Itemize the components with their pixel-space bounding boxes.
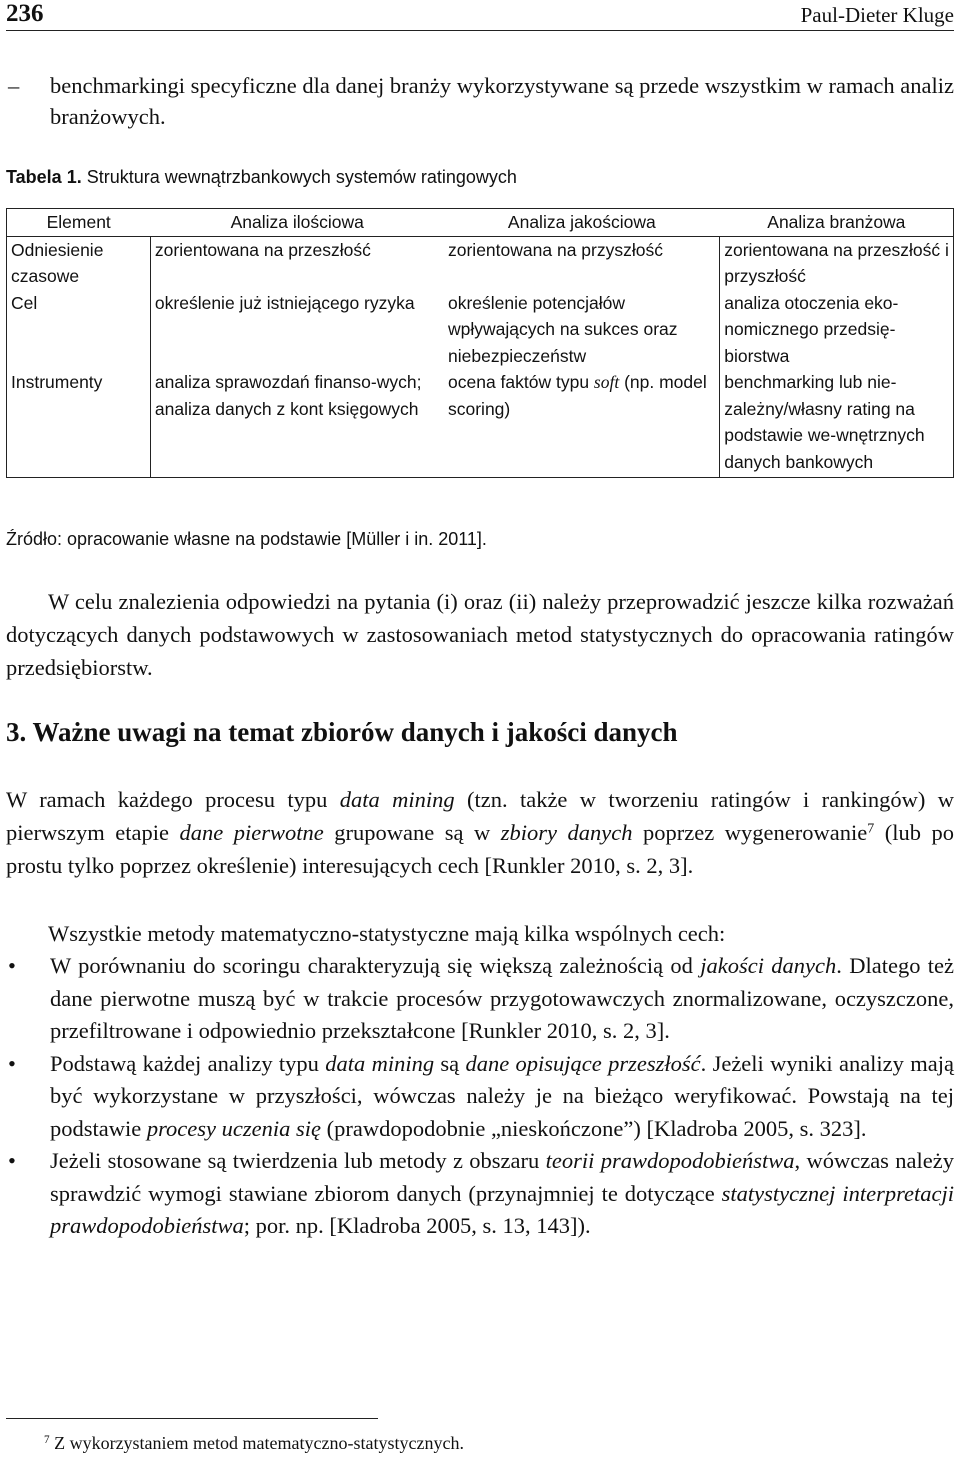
page-number: 236 <box>6 0 44 27</box>
text-run: , wówczas należy sprawdzić wymogi stawiane zbiorom danych (przynajmniej te dotyczące <box>50 1148 954 1206</box>
italic-term: procesy uczenia się <box>146 1115 321 1141</box>
row-label: Cel <box>11 292 38 313</box>
dash-item-text: benchmarkingi specyficzne dla danej branży wykorzystywane są przede wszystkim w ramach analiz branżowych. <box>50 73 955 129</box>
dash-list-item <box>0 70 954 132</box>
text-run: Podstawą każdej analizy typu <box>50 1050 326 1076</box>
dash-marker: – <box>8 73 20 98</box>
text-run: (prawdopodobnie „nieskończone”) [Kladroba 2005, s. 323]. <box>320 1115 867 1141</box>
text-run: . Dlatego też dane pierwotne muszą być w trakcie procesów przygotowawczych znormalizowane, oczyszczone, przefiltrowane i odpowiednio przekształcone [Runkler 2010, s. 2, 3]. <box>50 953 954 1043</box>
cell-text: ocena faktów typu <box>448 372 594 392</box>
row-label: Odniesienie czasowe <box>11 239 104 286</box>
footnote-number: 7 <box>44 1433 50 1446</box>
text-run: W porównaniu do scoringu charakteryzują się większą zależnością od <box>50 953 701 978</box>
footnote-separator <box>6 1418 378 1419</box>
table-header-row <box>7 209 954 237</box>
paragraph <box>6 783 954 882</box>
italic-term: zbiory danych <box>500 820 633 845</box>
paragraph: W celu znalezienia odpowiedzi na pytania (i) oraz (ii) należy przeprowadzić jeszcze kilka rozważań dotyczących danych podstawowych w zastosowaniach metod statystycznych do opracowania ratingów przedsiębiorstw. <box>6 589 954 680</box>
italic-term: dane pierwotne <box>179 820 324 845</box>
footnote-text: Z wykorzystaniem metod matematyczno-statystycznych. <box>49 1433 464 1453</box>
table-cell: określenie już istniejącego ryzyka <box>150 290 444 370</box>
text-run: poprzez wygenerowanie <box>632 820 868 845</box>
table-cell: analiza otoczenia eko-nomicznego przedsię-biorstwa <box>720 290 954 370</box>
rating-structure-table <box>6 208 954 478</box>
section-heading: 3. Ważne uwagi na temat zbiorów danych i jakości danych <box>6 717 678 747</box>
table-cell: benchmarking lub nie-zależny/własny rating na podstawie we-wnętrznych danych bankowych <box>720 369 954 478</box>
bullet-marker: • <box>8 953 16 978</box>
table-row <box>7 369 954 478</box>
table-cell: zorientowana na przeszłość <box>150 236 444 290</box>
footnote <box>44 1431 464 1455</box>
cell-text: (np. model scoring) <box>448 372 707 419</box>
table-row <box>7 290 954 370</box>
table-cell: analiza sprawozdań finanso-wych; analiza danych z kont księgowych <box>150 369 444 478</box>
italic-term: teorii prawdopodobieństwa <box>545 1148 795 1173</box>
text-run: W ramach każdego procesu typu <box>6 787 340 812</box>
italic-term: dane opisujące przeszłość <box>465 1050 701 1076</box>
bullet-item <box>0 1145 954 1243</box>
column-header: Analiza ilościowa <box>150 209 444 237</box>
paragraph: Wszystkie metody matematyczno-statystyczne mają kilka wspólnych cech: <box>48 921 726 946</box>
table-cell <box>444 369 720 478</box>
table-cell: zorientowana na przyszłość <box>448 239 663 260</box>
bullet-item <box>0 1048 954 1146</box>
table-source-note: Źródło: opracowanie własne na podstawie [Müller i in. 2011]. <box>6 529 487 549</box>
text-run: Jeżeli stosowane są twierdzenia lub metody z obszaru <box>50 1148 546 1173</box>
bullet-item <box>0 950 954 1048</box>
italic-term: data mining <box>339 787 455 812</box>
row-label: Instrumenty <box>11 372 103 392</box>
bullet-marker: • <box>8 1148 16 1173</box>
italic-term: jakości danych <box>700 953 837 978</box>
column-header: Analiza jakościowa <box>444 209 720 237</box>
cell-italic-text: soft <box>593 372 620 392</box>
running-author: Paul-Dieter Kluge <box>800 3 954 27</box>
column-header: Analiza branżowa <box>720 209 954 237</box>
text-run: (lub po prostu tylko poprzez określenie) interesujących cech [Runkler 2010, s. 2, 3]. <box>6 820 954 878</box>
text-run: . Jeżeli wyniki analizy mają być wykorzystane w przyszłości, wówczas należy je na bieżąco weryfikować. Powstają na tej podstawie <box>50 1050 954 1141</box>
text-run: grupowane są w <box>323 820 501 845</box>
bullet-marker: • <box>8 1050 16 1076</box>
table-cell: zorientowana na przeszłość i przyszłość <box>720 236 954 290</box>
text-run: (tzn. także w tworzeniu ratingów i rankingów) w pierwszym etapie <box>6 787 954 845</box>
italic-term: data mining <box>325 1050 435 1076</box>
running-header <box>6 0 954 31</box>
table-caption-text: Struktura wewnątrzbankowych systemów ratingowych <box>81 167 517 187</box>
footnote-reference[interactable]: 7 <box>867 821 875 837</box>
text-run: są <box>434 1050 466 1076</box>
table-caption <box>6 165 517 189</box>
table-cell: określenie potencjałów wpływających na sukces oraz niebezpieczeństw <box>448 292 678 366</box>
bullet-list <box>0 950 954 1243</box>
table-caption-label: Tabela 1. <box>6 167 82 187</box>
italic-term: statystycznej interpretacji prawdopodobieństwa <box>50 1180 954 1238</box>
column-header: Element <box>7 209 151 237</box>
table-row <box>7 236 954 290</box>
text-run: ; por. np. [Kladroba 2005, s. 13, 143]). <box>243 1213 591 1238</box>
